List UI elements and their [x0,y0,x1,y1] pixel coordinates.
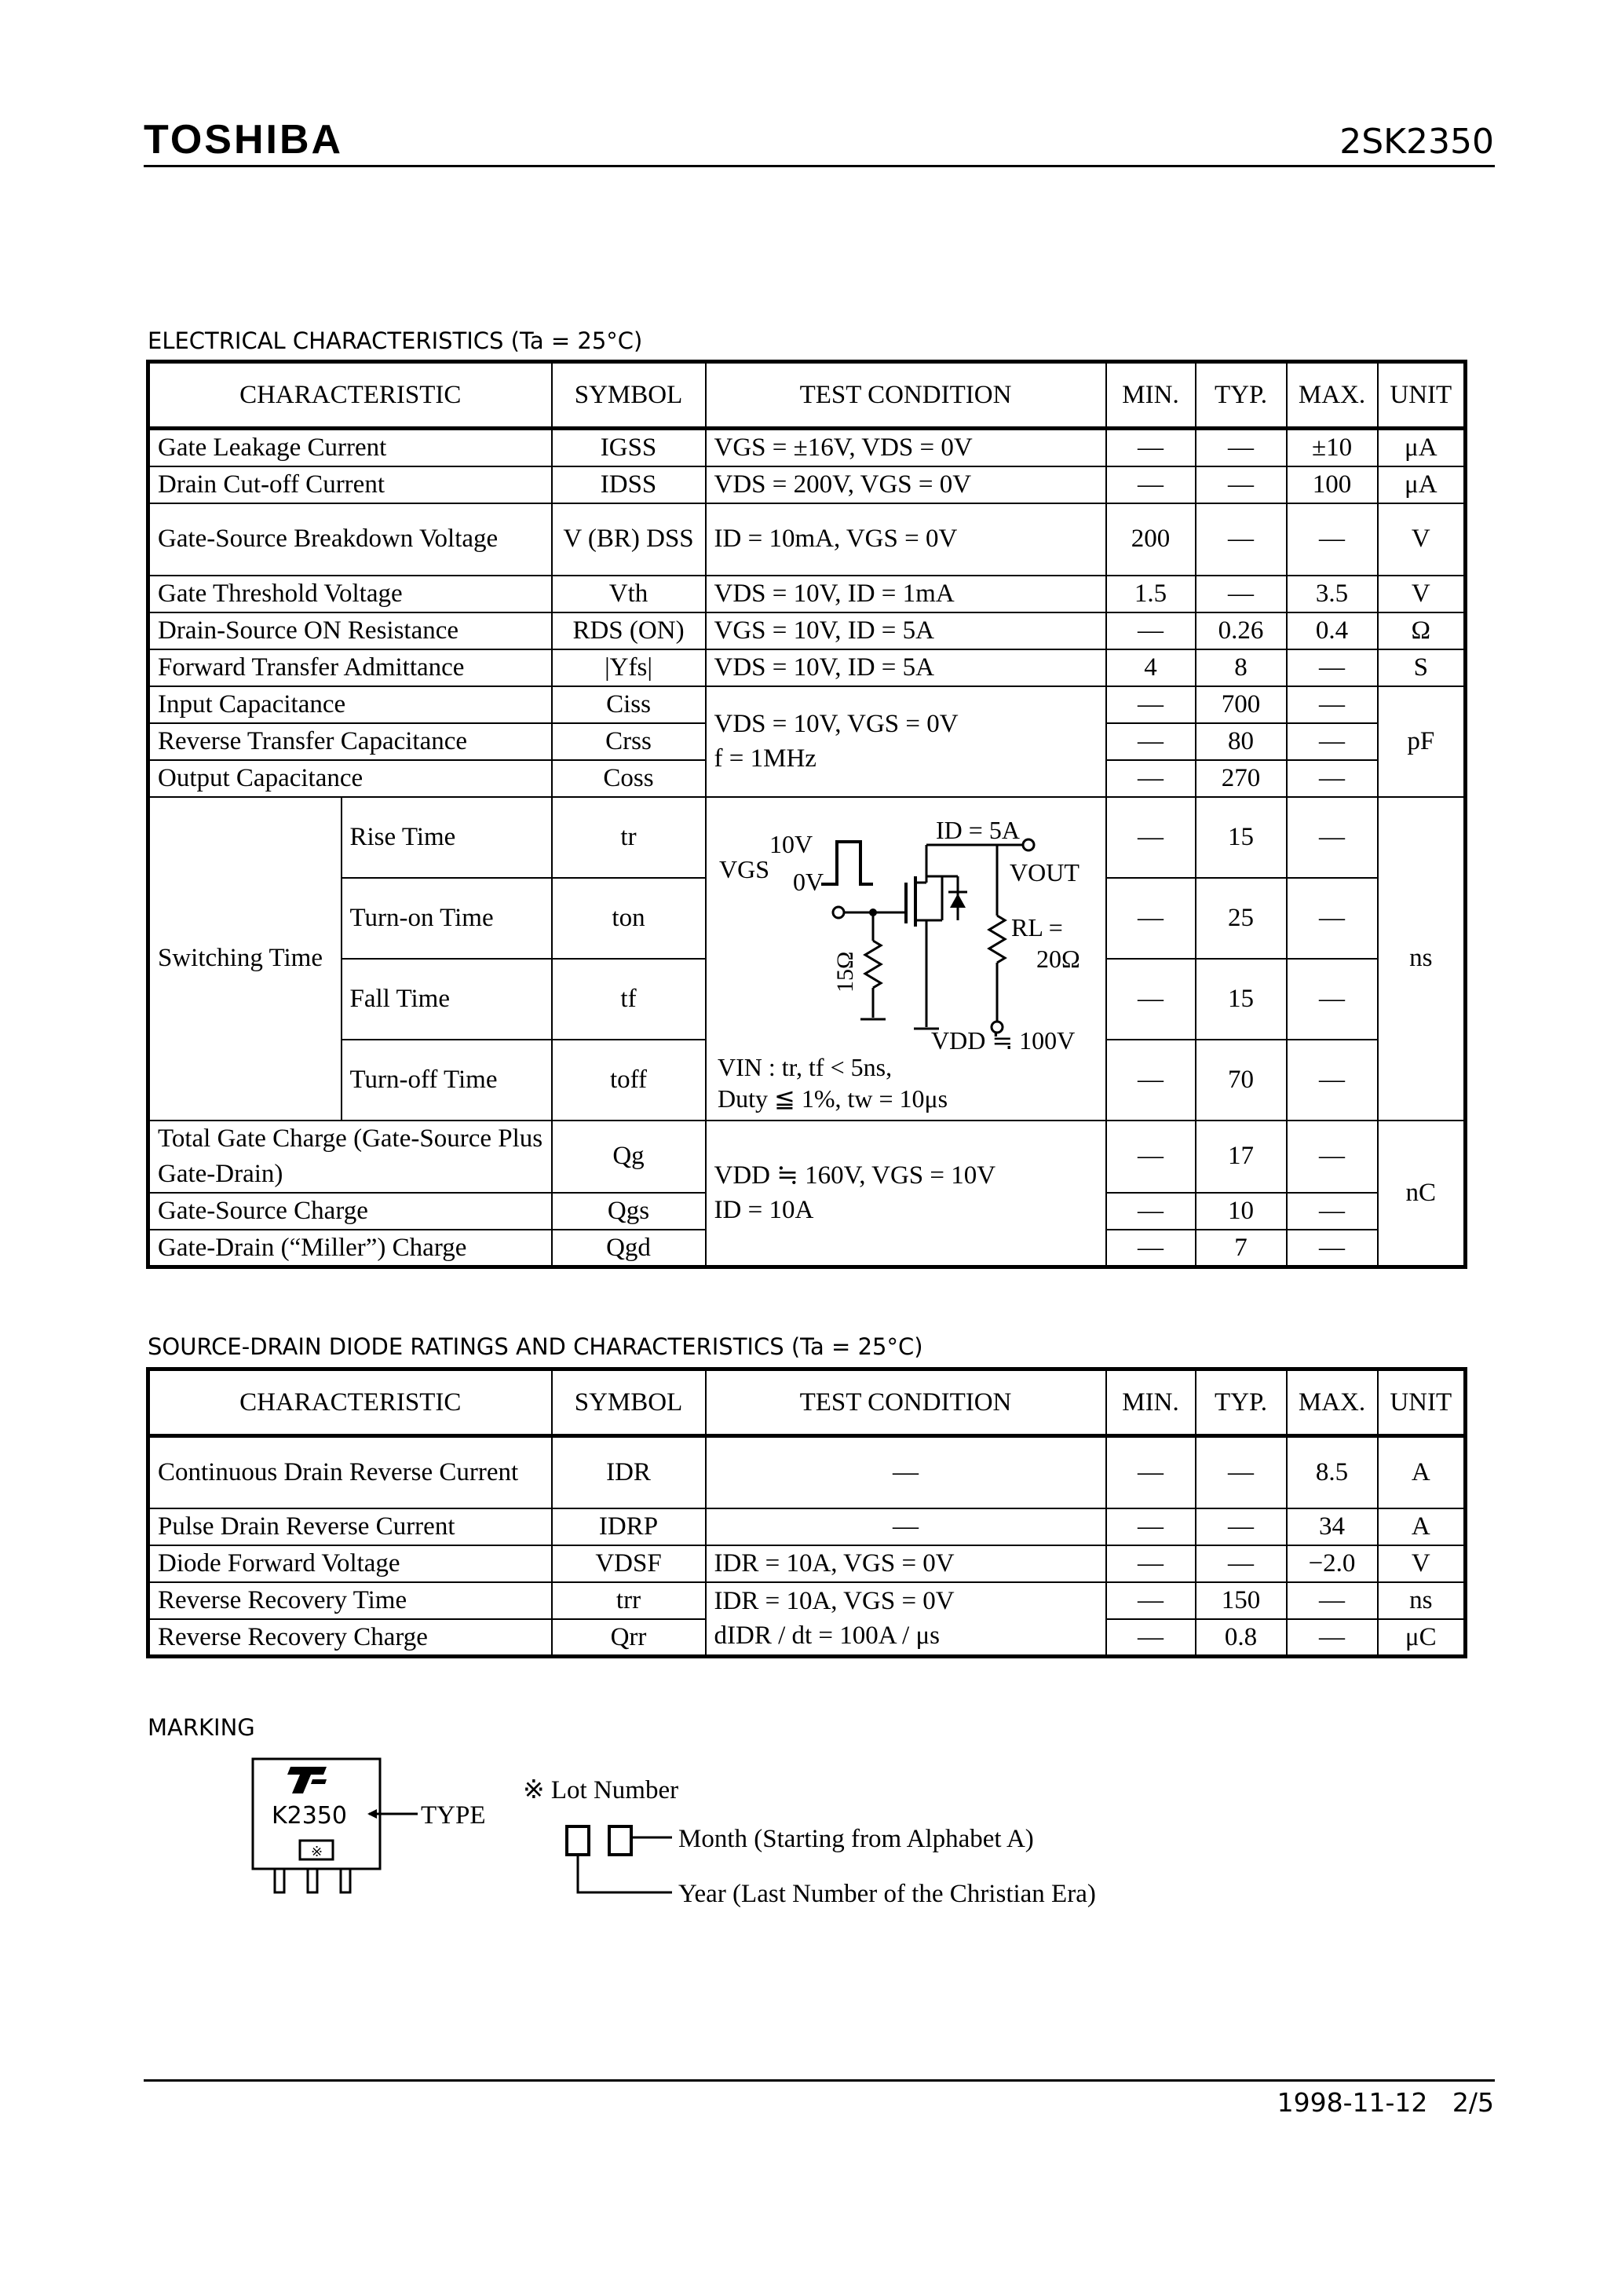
typ-cell: 25 [1196,878,1287,959]
switching-unit-cell: ns [1378,797,1466,1121]
max-cell: 3.5 [1287,576,1378,612]
typ-cell: 15 [1196,959,1287,1040]
characteristic-cell: Turn-on Time [342,878,552,959]
symbol-cell: tr [552,797,706,878]
rl-label: RL = [1010,912,1063,941]
symbol-cell: trr [552,1582,706,1619]
package-leads [275,1869,350,1892]
charge-unit-cell: nC [1378,1121,1466,1267]
characteristic-cell: Gate-Source Breakdown Voltage [148,503,552,576]
characteristic-cell: Rise Time [342,797,552,878]
year-label: Year (Last Number of the Christian Era) [678,1880,1096,1908]
part-mark-text: K2350 [272,1802,348,1830]
symbol-cell: VDSF [552,1545,706,1582]
condition-cell: IDR = 10A, VGS = 0V [706,1545,1106,1582]
typ-cell: 80 [1196,723,1287,760]
unit-cell: Ω [1378,612,1466,649]
characteristic-cell: Gate-Drain (“Miller”) Charge [148,1230,552,1267]
typ-cell: 70 [1196,1040,1287,1121]
capacitance-condition-line: VDS = 10V, VGS = 0V [714,709,959,738]
max-cell: 8.5 [1287,1436,1378,1508]
min-cell: 1.5 [1106,576,1196,612]
footer [1277,2087,1494,2119]
min-cell: 4 [1106,649,1196,686]
lot-box-mark: ※ [311,1844,323,1859]
typ-cell: 0.26 [1196,612,1287,649]
unit-cell: S [1378,649,1466,686]
typ-cell: 10 [1196,1193,1287,1230]
footer-date: 1998-11-12 [1277,2087,1428,2118]
capacitance-unit-cell: pF [1378,686,1466,797]
header-test-condition: TEST CONDITION [706,1369,1106,1436]
min-cell: — [1106,686,1196,723]
charge-condition-line: ID = 10A [714,1196,814,1225]
year-box [567,1826,589,1855]
table-row [148,1121,1466,1193]
typ-cell: 700 [1196,686,1287,723]
min-cell: — [1106,1230,1196,1267]
duty-note: Duty ≦ 1%, tw = 10μs [717,1084,948,1113]
max-cell: — [1287,797,1378,878]
unit-cell: ns [1378,1582,1466,1619]
characteristic-cell: Fall Time [342,959,552,1040]
header-test-condition: TEST CONDITION [706,362,1106,429]
table-row [148,612,1466,649]
table-row [148,429,1466,466]
table-row [148,797,1466,878]
symbol-cell: Coss [552,760,706,797]
unit-cell: V [1378,1545,1466,1582]
switching-group-cell: Switching Time [148,797,342,1121]
toshiba-logo: TOSHIBA [144,117,344,163]
min-cell: — [1106,1508,1196,1545]
max-cell: 0.4 [1287,612,1378,649]
vout-terminal [1023,839,1034,850]
header-min: MIN. [1106,362,1196,429]
min-cell: — [1106,1121,1196,1193]
month-label: Month (Starting from Alphabet A) [678,1825,1034,1853]
max-cell: — [1287,1582,1378,1619]
typ-cell: 270 [1196,760,1287,797]
typ-cell: — [1196,1508,1287,1545]
gate-pulse-waveform [821,842,873,884]
characteristic-cell: Gate Leakage Current [148,429,552,466]
characteristic-cell: Continuous Drain Reverse Current [148,1436,552,1508]
marking-diagram [251,1757,1272,1922]
condition-cell: VDS = 10V, ID = 1mA [706,576,1106,612]
header-unit: UNIT [1378,1369,1466,1436]
table-row [148,1582,1466,1619]
capacitance-condition-cell [706,686,1106,797]
min-cell: 200 [1106,503,1196,576]
min-cell: — [1106,1619,1196,1657]
min-cell: — [1106,797,1196,878]
symbol-cell: IDRP [552,1508,706,1545]
vin-note: VIN : tr, tf < 5ns, [717,1052,892,1081]
min-cell: — [1106,1582,1196,1619]
table-row [148,649,1466,686]
max-cell: — [1287,686,1378,723]
characteristic-cell: Gate Threshold Voltage [148,576,552,612]
header-typ: TYP. [1196,362,1287,429]
typ-cell: 17 [1196,1121,1287,1193]
table-header-row [148,1369,1466,1436]
characteristic-cell: Output Capacitance [148,760,552,797]
marking-section-title: MARKING [148,1714,255,1741]
max-cell: — [1287,1619,1378,1657]
header-min: MIN. [1106,1369,1196,1436]
max-cell: — [1287,1040,1378,1121]
condition-cell: — [706,1508,1106,1545]
condition-cell: VGS = 10V, ID = 5A [706,612,1106,649]
unit-cell: A [1378,1508,1466,1545]
pulse-low-label: 0V [792,867,824,896]
characteristic-cell: Diode Forward Voltage [148,1545,552,1582]
characteristic-cell: Reverse Transfer Capacitance [148,723,552,760]
symbol-cell: |Yfs| [552,649,706,686]
charge-condition-cell [706,1121,1106,1267]
symbol-cell: Crss [552,723,706,760]
table-row [148,1508,1466,1545]
electrical-characteristics-table [146,360,1467,1269]
min-cell: — [1106,878,1196,959]
table-row [148,466,1466,503]
vout-label: VOUT [1009,857,1080,887]
symbol-cell: Qg [552,1121,706,1193]
characteristic-cell: Forward Transfer Admittance [148,649,552,686]
min-cell: — [1106,1436,1196,1508]
characteristic-cell: Input Capacitance [148,686,552,723]
unit-cell: V [1378,503,1466,576]
rg-resistor [865,941,881,988]
part-number: 2SK2350 [1339,122,1494,162]
symbol-cell: Qgs [552,1193,706,1230]
typ-cell: 0.8 [1196,1619,1287,1657]
vin-terminal [833,907,844,918]
recovery-condition-line: IDR = 10A, VGS = 0V [714,1586,955,1615]
characteristic-cell: Drain-Source ON Resistance [148,612,552,649]
symbol-cell: Ciss [552,686,706,723]
max-cell: 34 [1287,1508,1378,1545]
lot-number-label: ※ Lot Number [523,1776,679,1804]
condition-cell: VDS = 200V, VGS = 0V [706,466,1106,503]
min-cell: — [1106,723,1196,760]
table-header-row [148,362,1466,429]
condition-cell: VGS = ±16V, VDS = 0V [706,429,1106,466]
table-row [148,503,1466,576]
unit-cell: V [1378,576,1466,612]
min-cell: — [1106,1040,1196,1121]
vgs-label: VGS [718,854,769,883]
recovery-condition-cell [706,1582,1106,1657]
min-cell: — [1106,612,1196,649]
typ-cell: 8 [1196,649,1287,686]
max-cell: — [1287,1193,1378,1230]
header-rule [144,165,1495,167]
max-cell: — [1287,723,1378,760]
typ-cell: 7 [1196,1230,1287,1267]
max-cell: — [1287,1121,1378,1193]
max-cell: — [1287,1230,1378,1267]
characteristic-cell: Gate-Source Charge [148,1193,552,1230]
header-max: MAX. [1287,1369,1378,1436]
max-cell: — [1287,878,1378,959]
symbol-cell: RDS (ON) [552,612,706,649]
max-cell: −2.0 [1287,1545,1378,1582]
table-row [148,1436,1466,1508]
min-cell: — [1106,760,1196,797]
vdd-label: VDD ≒ 100V [930,1026,1075,1055]
symbol-cell: Qgd [552,1230,706,1267]
typ-cell: — [1196,466,1287,503]
body-diode-symbol [950,894,966,908]
header-characteristic: CHARACTERISTIC [148,1369,552,1436]
diode-characteristics-table [146,1367,1467,1658]
footer-page: 2/5 [1452,2087,1494,2118]
typ-cell: — [1196,1436,1287,1508]
max-cell: 100 [1287,466,1378,503]
header-characteristic: CHARACTERISTIC [148,362,552,429]
table-row [148,686,1466,723]
table-row [148,1545,1466,1582]
characteristic-cell: Drain Cut-off Current [148,466,552,503]
max-cell: ±10 [1287,429,1378,466]
max-cell: — [1287,959,1378,1040]
min-cell: — [1106,959,1196,1040]
unit-cell: μA [1378,429,1466,466]
type-label: TYPE [421,1801,486,1830]
characteristic-cell: Total Gate Charge (Gate-Source Plus Gate-Drain) [148,1121,552,1193]
header-max: MAX. [1287,362,1378,429]
recovery-condition-line: dIDR / dt = 100A / μs [714,1621,940,1651]
symbol-cell: Vth [552,576,706,612]
typ-cell: — [1196,576,1287,612]
symbol-text: IGSS [600,433,657,462]
symbol-cell: IDSS [552,466,706,503]
header-typ: TYP. [1196,1369,1287,1436]
rl-value: 20Ω [1036,944,1080,973]
symbol-cell: Qrr [552,1619,706,1657]
rg-value-label: 15Ω [831,951,858,993]
unit-cell: μA [1378,466,1466,503]
diode-section-title: SOURCE-DRAIN DIODE RATINGS AND CHARACTERISTICS (Ta = 25°C) [148,1333,923,1360]
unit-cell: μC [1378,1619,1466,1657]
min-cell: — [1106,429,1196,466]
typ-cell: — [1196,503,1287,576]
max-cell: — [1287,503,1378,576]
characteristic-cell: Reverse Recovery Charge [148,1619,552,1657]
header-symbol: SYMBOL [552,1369,706,1436]
symbol-cell [552,429,706,466]
condition-cell: VDS = 10V, ID = 5A [706,649,1106,686]
symbol-cell: V (BR) DSS [552,503,706,576]
charge-condition-line: VDD ≒ 160V, VGS = 10V [714,1161,996,1190]
typ-cell: — [1196,1545,1287,1582]
min-cell: — [1106,1193,1196,1230]
max-cell: — [1287,649,1378,686]
min-cell: — [1106,1545,1196,1582]
characteristic-cell: Reverse Recovery Time [148,1582,552,1619]
header-unit: UNIT [1378,362,1466,429]
symbol-cell: ton [552,878,706,959]
condition-cell: — [706,1436,1106,1508]
symbol-cell: toff [552,1040,706,1121]
symbol-cell: IDR [552,1436,706,1508]
typ-cell: 15 [1196,797,1287,878]
rl-resistor [989,916,1005,963]
capacitance-condition-line: f = 1MHz [714,744,816,773]
symbol-cell: tf [552,959,706,1040]
year-leader [578,1855,672,1892]
characteristic-cell: Turn-off Time [342,1040,552,1121]
typ-cell: 150 [1196,1582,1287,1619]
switching-test-circuit [707,798,1106,1121]
table-row [148,576,1466,612]
pulse-high-label: 10V [769,829,813,858]
drain-current-label: ID = 5A [935,815,1020,844]
condition-cell: ID = 10mA, VGS = 0V [706,503,1106,576]
header-symbol: SYMBOL [552,362,706,429]
switching-circuit-cell [706,797,1106,1121]
month-box [609,1826,631,1855]
typ-cell: — [1196,429,1287,466]
electrical-section-title: ELECTRICAL CHARACTERISTICS (Ta = 25°C) [148,327,643,354]
max-cell: — [1287,760,1378,797]
footer-rule [144,2079,1495,2082]
unit-cell: A [1378,1436,1466,1508]
min-cell: — [1106,466,1196,503]
characteristic-cell: Pulse Drain Reverse Current [148,1508,552,1545]
